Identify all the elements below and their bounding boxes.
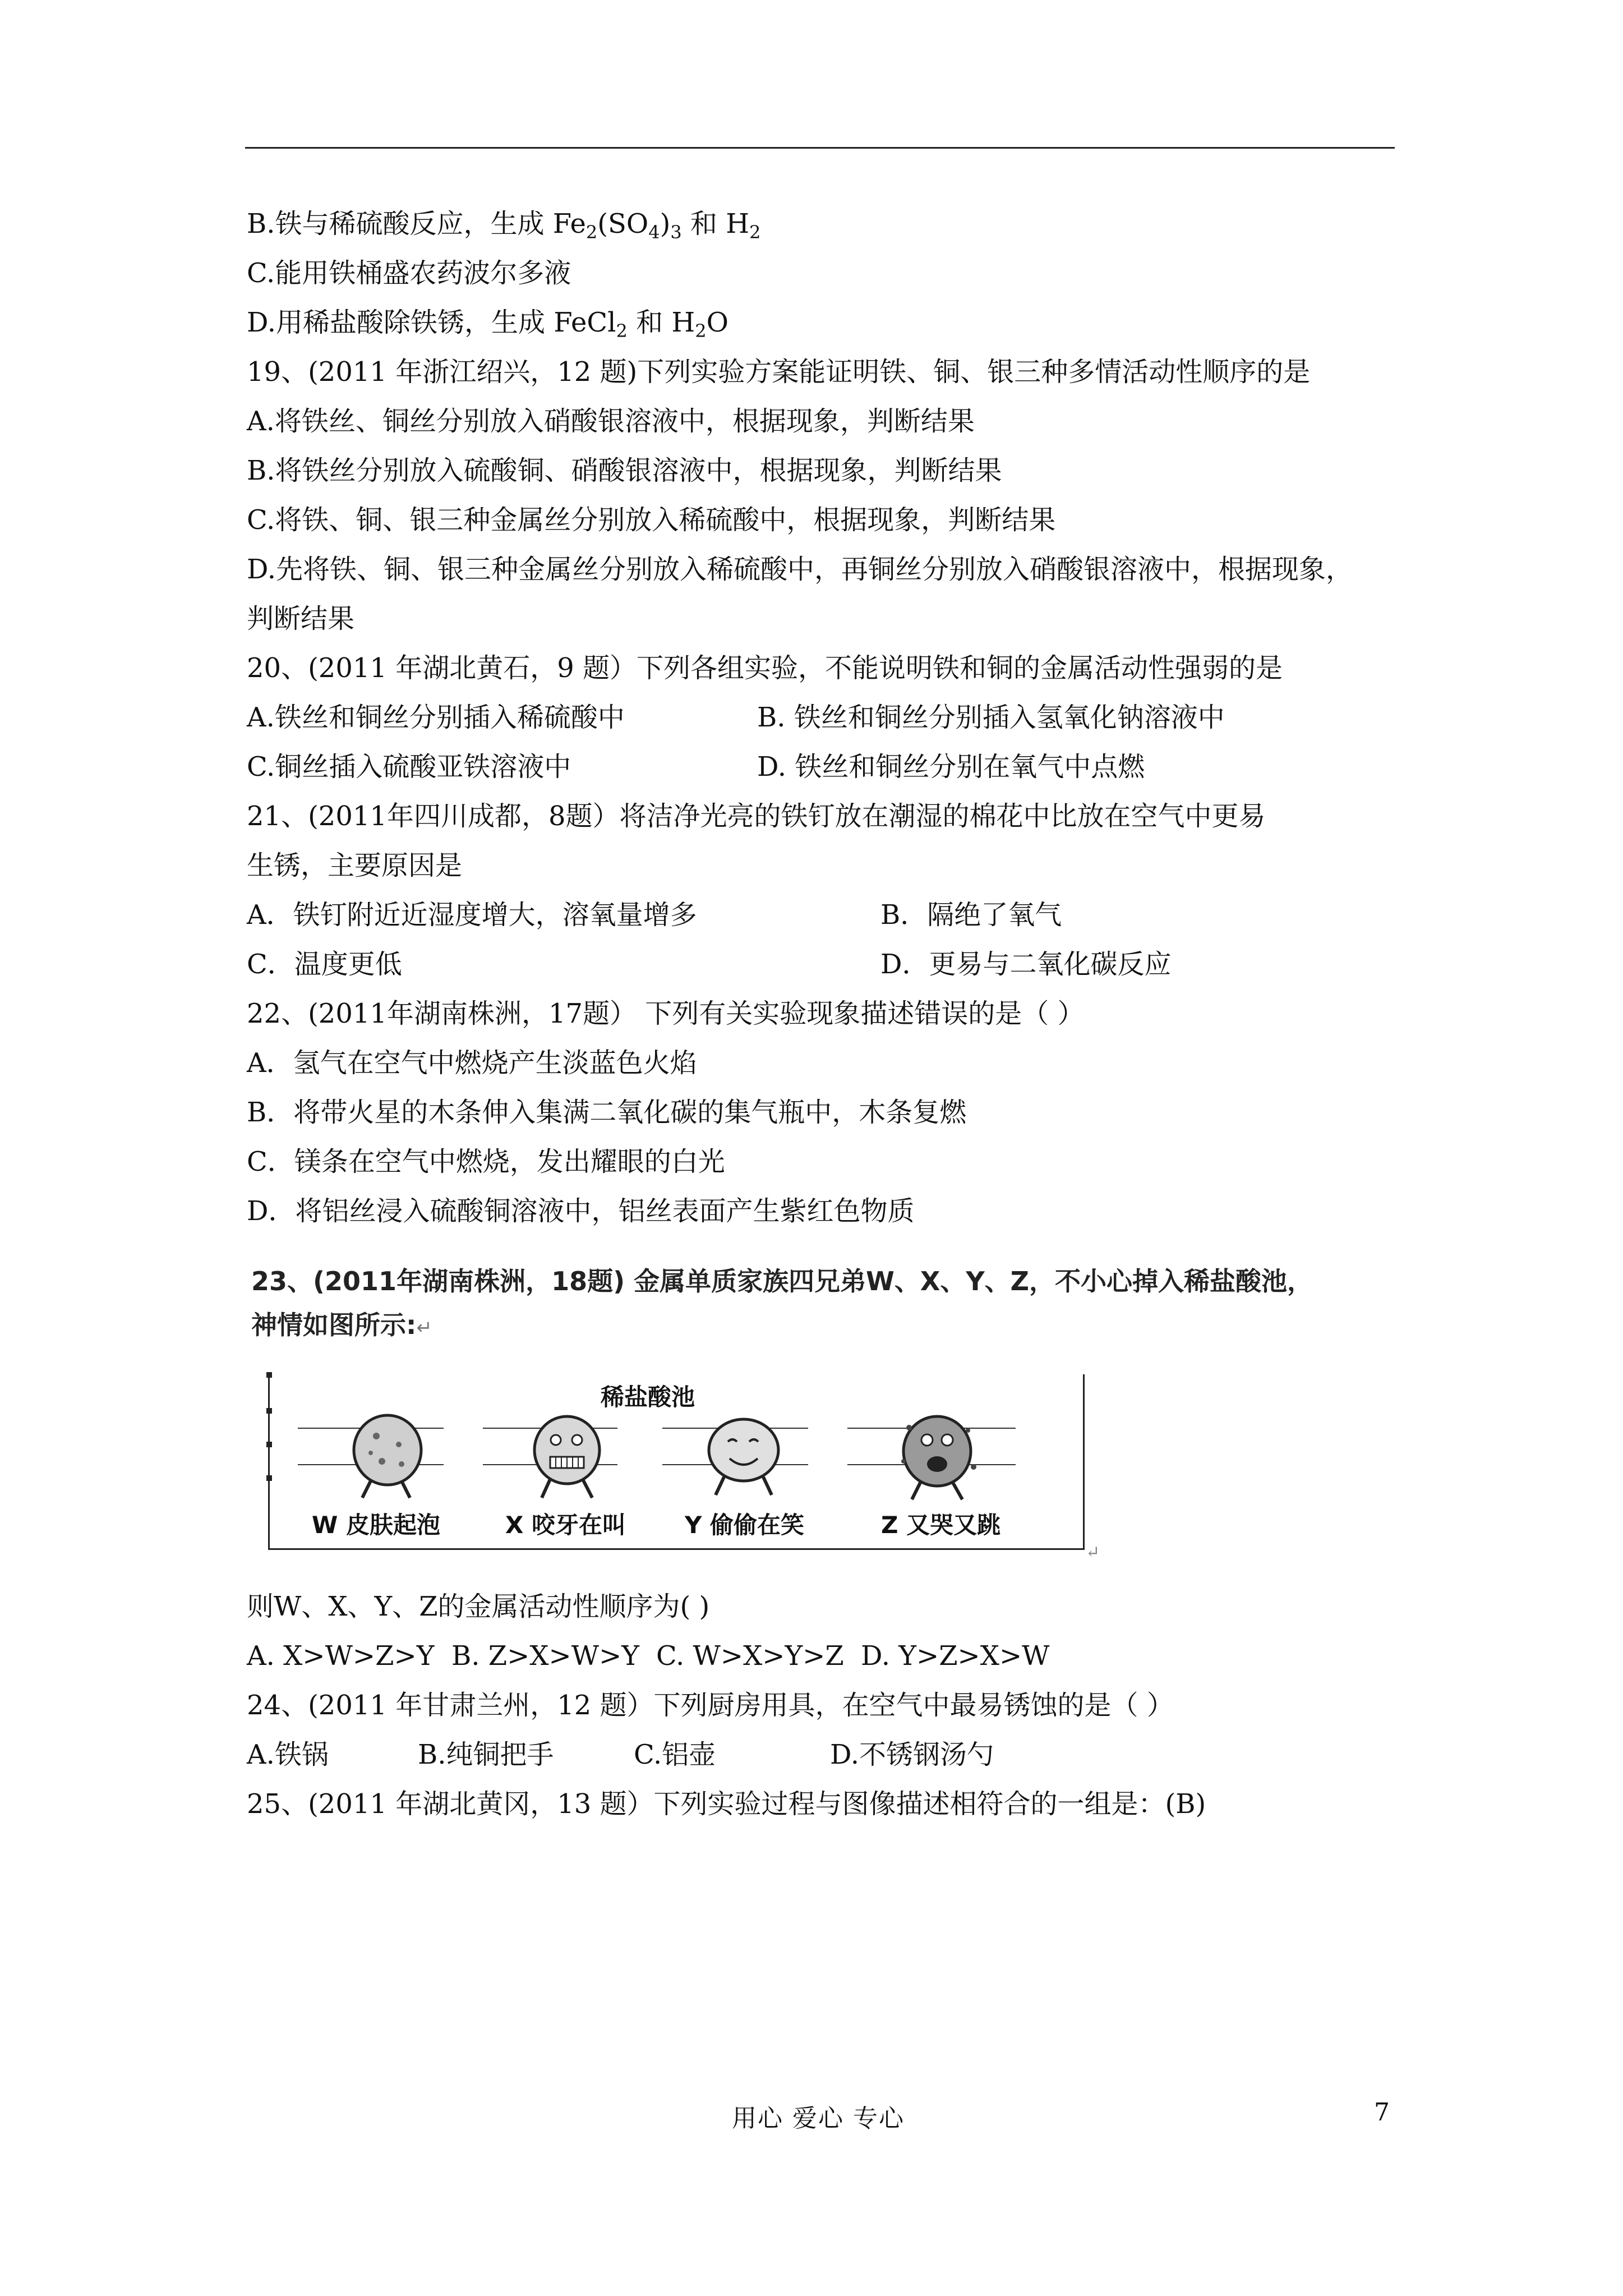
q18-option-d: D.用稀盐酸除铁锈，生成 FeCl$_2$ 和 $H_2O$ — [247, 307, 728, 342]
q19-option-c: C.将铁、铜、银三种金属丝分别放入稀硫酸中，根据现象，判断结果 — [247, 504, 1056, 536]
q18-option-b: B.铁与稀硫酸反应，生成 $Fe_2(SO_4)_3$ 和 $H_2$ — [247, 208, 761, 243]
q19-option-b: B.将铁丝分别放入硫酸铜、硝酸银溶液中，根据现象，判断结果 — [247, 455, 1002, 486]
q22-option-d: D．将铝丝浸入硫酸铜溶液中，铝丝表面产生紫红色物质 — [247, 1195, 915, 1227]
footer-motto: 用心 爱心 专心 — [732, 2104, 905, 2133]
q22-option-b: B．将带火星的木条伸入集满二氧化碳的集气瓶中，木条复燃 — [247, 1097, 967, 1128]
q18-option-c: C.能用铁桶盛农药波尔多液 — [247, 257, 571, 289]
q21-options-cd — [247, 940, 1402, 989]
q20-options-ab — [247, 693, 1402, 742]
q23-figure — [251, 1259, 1395, 1573]
q22-option-c: C．镁条在空气中燃烧，发出耀眼的白光 — [247, 1146, 725, 1177]
w-label: W 皮肤起泡 — [312, 1511, 440, 1539]
q22-stem: 22、(2011年湖南株洲，17题） 下列有关实验现象描述错误的是（ ） — [247, 998, 1085, 1029]
header-rule — [245, 147, 1395, 149]
q19-option-d-cont: 判断结果 — [247, 603, 355, 634]
q24-stem: 24、(2011 年甘肃兰州，12 题）下列厨房用具，在空气中最易锈蚀的是（ ） — [247, 1690, 1174, 1721]
q20-option-c: C.铜丝插入硫酸亚铁溶液中 — [247, 751, 571, 783]
pool-tick-mark — [266, 1475, 272, 1481]
q21-options-ab — [247, 890, 1402, 940]
pool-title: 稀盐酸池 — [601, 1383, 695, 1411]
z-label: Z 又哭又跳 — [881, 1511, 1001, 1539]
y-label: Y 偷偷在笑 — [685, 1511, 805, 1539]
q22-option-a: A．氢气在空气中燃烧产生淡蓝色火焰 — [247, 1047, 697, 1079]
q23-stem-cont: 神情如图所示:↵ — [251, 1310, 432, 1340]
return-mark-icon: ↵ — [1086, 1543, 1100, 1562]
pool-tick-mark — [266, 1442, 272, 1447]
q23-option-d: D. Y>Z>X>W — [861, 1640, 1050, 1672]
q21-option-a: A．铁钉附近近湿度增大，溶氧量增多 — [247, 899, 697, 931]
q20-option-d: D. 铁丝和铜丝分别在氧气中点燃 — [757, 751, 1145, 783]
q24-options — [247, 1730, 1402, 1779]
z-crying-metal-icon — [887, 1405, 988, 1501]
q23-options — [247, 1631, 1402, 1681]
q21-stem: 21、(2011年四川成都，8题）将洁净光亮的铁钉放在潮湿的棉花中比放在空气中更易 — [247, 800, 1266, 832]
page-number: 7 — [1374, 2098, 1390, 2127]
q24-option-a: A.铁锅 — [247, 1739, 329, 1770]
q19-stem: 19、(2011 年浙江绍兴，12 题)下列实验方案能证明铁、铜、银三种多情活动性顺序的是 — [247, 356, 1311, 388]
q24-option-d: D.不锈钢汤勺 — [830, 1739, 994, 1770]
x-gritting-metal-icon — [517, 1405, 617, 1501]
return-mark-icon: ↵ — [416, 1317, 432, 1339]
q20-option-b: B. 铁丝和铜丝分别插入氢氧化钠溶液中 — [757, 702, 1225, 733]
question-text-block — [247, 199, 1402, 1236]
q23-stem: 23、(2011年湖南株洲，18题) 金属单质家族四兄弟W、X、Y、Z，不小心掉入稀盐酸池， — [251, 1266, 1313, 1296]
q20-options-cd — [247, 742, 1402, 792]
q23-question: 则W、X、Y、Z的金属活动性顺序为( ) — [247, 1591, 710, 1622]
q24-option-c: C.铝壶 — [634, 1739, 716, 1770]
q23-option-c: C. W>X>Y>Z — [656, 1640, 844, 1672]
after-figure-block — [247, 1582, 1402, 1829]
q23-option-a: A. X>W>Z>Y — [247, 1640, 435, 1672]
q25-stem: 25、(2011 年湖北黄冈，13 题）下列实验过程与图像描述相符合的一组是：(B) — [247, 1788, 1206, 1820]
q21-stem-cont: 生锈，主要原因是 — [247, 850, 463, 881]
q23-option-b: B. Z>X>W>Y — [451, 1640, 639, 1672]
acid-pool — [268, 1374, 1085, 1550]
q19-option-d: D.先将铁、铜、银三种金属丝分别放入稀硫酸中，再铜丝分别放入硝酸银溶液中，根据现象， — [247, 554, 1353, 585]
q21-option-c: C．温度更低 — [247, 949, 402, 980]
y-smiling-metal-icon — [693, 1405, 794, 1501]
w-blistered-metal-icon — [337, 1405, 438, 1501]
pool-tick-mark — [266, 1408, 272, 1414]
q21-option-d: D．更易与二氧化碳反应 — [880, 949, 1172, 980]
x-label: X 咬牙在叫 — [505, 1511, 626, 1539]
q20-stem: 20、(2011 年湖北黄石，9 题）下列各组实验，不能说明铁和铜的金属活动性强弱的是 — [247, 652, 1283, 684]
q21-option-b: B．隔绝了氧气 — [880, 899, 1062, 931]
q24-option-b: B.纯铜把手 — [418, 1739, 554, 1770]
q20-option-a: A.铁丝和铜丝分别插入稀硫酸中 — [247, 702, 625, 733]
pool-tick-mark — [266, 1372, 272, 1378]
q19-option-a: A.将铁丝、铜丝分别放入硝酸银溶液中，根据现象，判断结果 — [247, 406, 975, 437]
